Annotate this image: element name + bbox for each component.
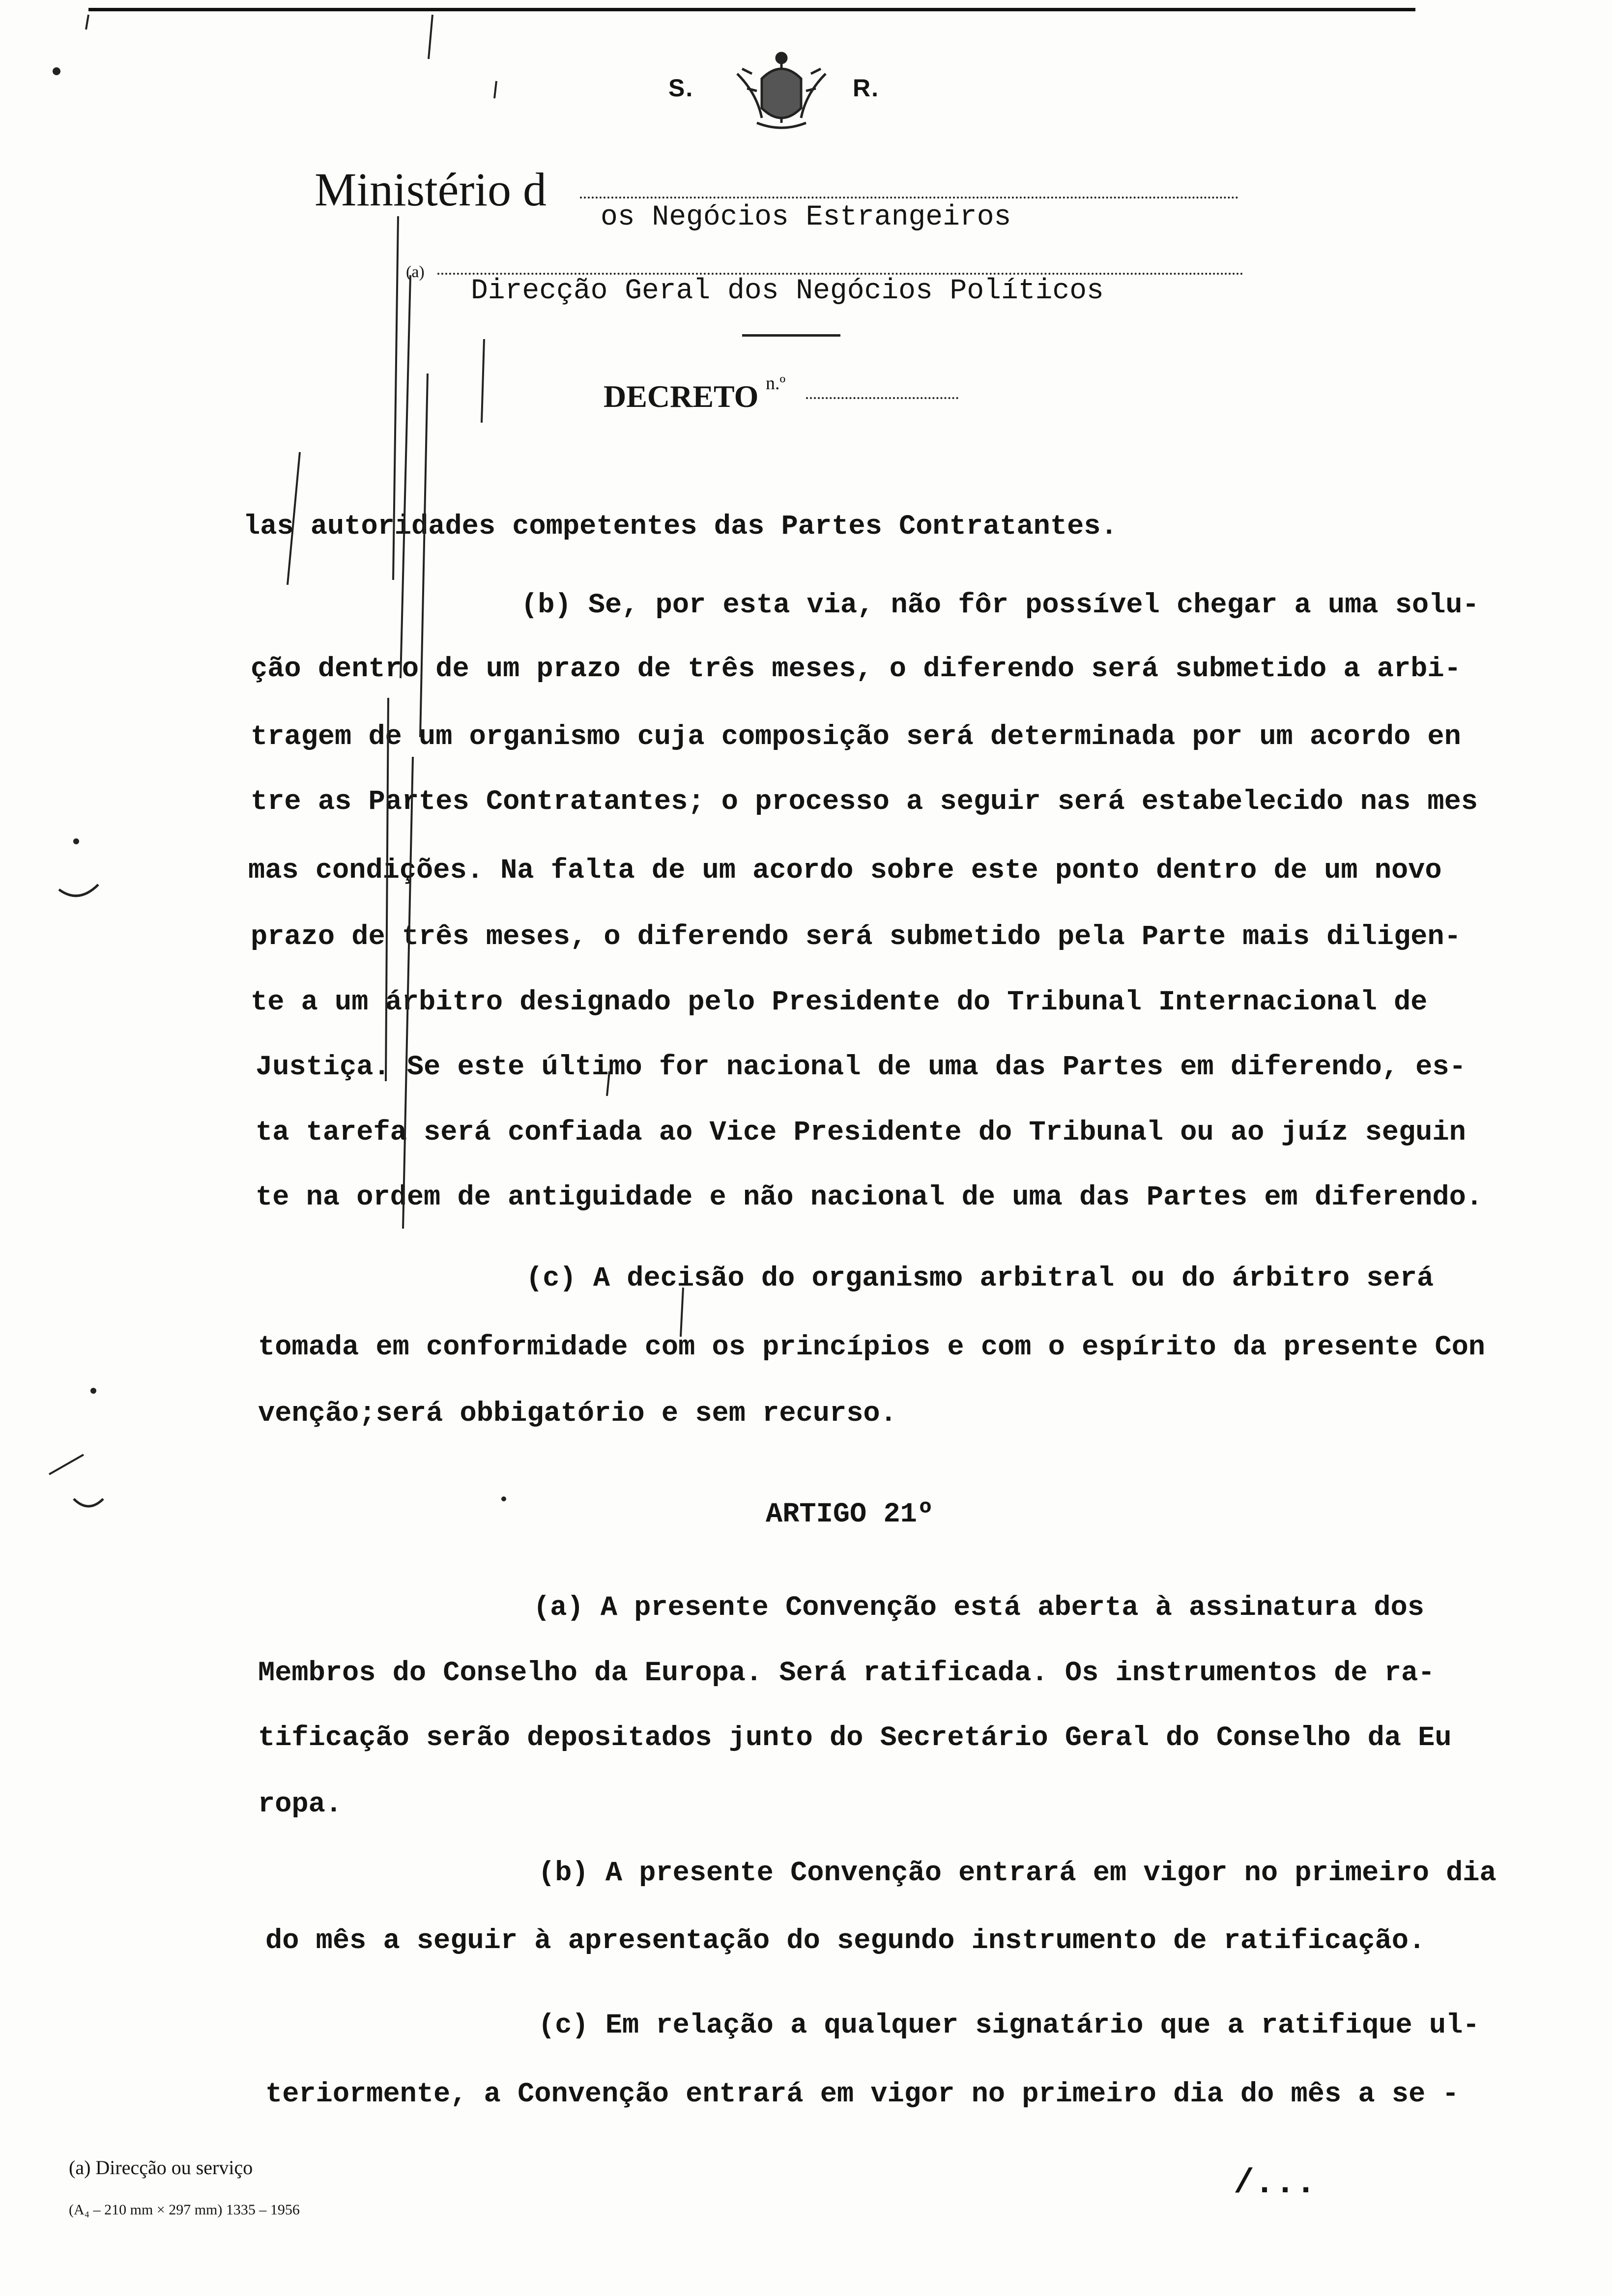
coat-of-arms-icon: [727, 49, 835, 133]
text-line: te a um árbitro designado pelo Presidente do Tribunal Internacional de: [251, 987, 1428, 1018]
decree-label: DECRETO: [604, 379, 759, 414]
direction-typed-name: Direcção Geral dos Negócios Políticos: [471, 275, 1104, 307]
text-line: ção dentro de um prazo de três meses, o diferendo será submetido a arbi-: [251, 654, 1461, 685]
text-line: (b) Se, por esta via, não fôr possível chegar a uma solu-: [521, 590, 1479, 621]
header-r-letter: R.: [853, 74, 879, 102]
text-line: do mês a seguir à apresentação do segundo instrumento de ratificação.: [265, 1925, 1426, 1957]
article-heading: ARTIGO 21º: [766, 1499, 934, 1530]
text-line: tomada em conformidade com os princípios e com o espírito da presente Con: [258, 1332, 1486, 1363]
text-line: tre as Partes Contratantes; o processo a seguir será estabelecido nas mes: [251, 786, 1478, 818]
decree-number-label: n.º: [766, 373, 786, 394]
text-line: teriormente, a Convenção entrará em vigor no primeiro dia do mês a se -: [265, 2079, 1459, 2110]
ministry-typed-name: os Negócios Estrangeiros: [601, 201, 1011, 233]
text-line: ropa.: [258, 1789, 343, 1820]
text-line: venção;será obbigatório e sem recurso.: [258, 1398, 897, 1430]
decree-number-dotted-line: [806, 397, 958, 399]
text-line: (c) Em relação a qualquer signatário que a ratifique ul-: [538, 2010, 1480, 2041]
text-line: Membros do Conselho da Europa. Será ratificada. Os instrumentos de ra-: [258, 1658, 1435, 1689]
note-a-marker: (a): [406, 263, 425, 281]
text-line: tragem de um organismo cuja composição será determinada por um acordo en: [251, 721, 1461, 753]
text-line: (c) A decisão do organismo arbitral ou do árbitro será: [526, 1263, 1434, 1294]
text-line: mas condições. Na falta de um acordo sobre este ponto dentro de um novo: [248, 855, 1442, 887]
ministry-label: Ministério d: [315, 163, 547, 216]
footer-note: (a) Direcção ou serviço: [69, 2156, 253, 2179]
text-line: Justiça. Se este último for nacional de uma das Partes em diferendo, es-: [256, 1052, 1466, 1083]
text-line: te na ordem de antiguidade e não nacional de uma das Partes em diferendo.: [256, 1182, 1483, 1213]
text-line: (b) A presente Convenção entrará em vigor no primeiro dia: [538, 1858, 1497, 1889]
footer-form-code: (A₄ – 210 mm × 297 mm) 1335 – 1956: [69, 2202, 300, 2218]
ministry-dotted-line: [580, 197, 1238, 199]
continuation-mark: /...: [1234, 2164, 1317, 2203]
text-line: las autoridades competentes das Partes Contratantes.: [243, 511, 1118, 543]
top-border-line: [88, 8, 1415, 11]
text-line: prazo de três meses, o diferendo será submetido pela Parte mais diligen-: [251, 921, 1461, 953]
text-line: tificação serão depositados junto do Secretário Geral do Conselho da Eu: [258, 1722, 1452, 1754]
text-line: (a) A presente Convenção está aberta à assinatura dos: [533, 1592, 1424, 1624]
header-short-rule: [742, 334, 840, 337]
header-s-letter: S.: [668, 74, 694, 102]
direction-dotted-line: [437, 273, 1243, 275]
text-line: ta tarefa será confiada ao Vice Presidente do Tribunal ou ao juíz seguin: [256, 1117, 1466, 1148]
